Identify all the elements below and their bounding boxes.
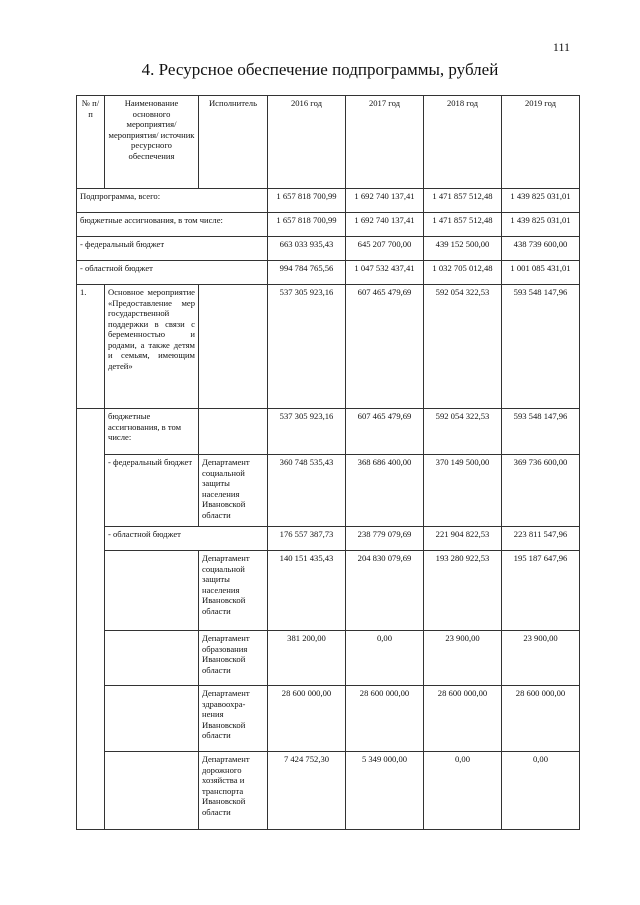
value-2018: 193 280 922,53 [424, 551, 502, 631]
value-2016: 381 200,00 [268, 631, 346, 686]
value-2016: 176 557 387,73 [268, 527, 346, 551]
value-2017: 607 465 479,69 [346, 409, 424, 455]
item-number: 1. [77, 285, 105, 409]
header-name: Наименование основного мероприятия/ мероприятия/ источник ресурсного обеспечения [105, 96, 199, 189]
value-2018: 1 471 857 512,48 [424, 189, 502, 213]
value-2018: 439 152 500,00 [424, 237, 502, 261]
value-2019: 593 548 147,96 [502, 285, 580, 409]
item-executor [199, 285, 268, 409]
header-2019: 2019 год [502, 96, 580, 189]
value-2017: 238 779 079,69 [346, 527, 424, 551]
value-2017: 5 349 000,00 [346, 752, 424, 830]
table-row [77, 409, 580, 455]
value-2016: 1 657 818 700,99 [268, 213, 346, 237]
value-2017: 368 686 400,00 [346, 455, 424, 527]
table-row [77, 213, 580, 237]
row-label [105, 686, 199, 752]
table-row [77, 752, 580, 830]
value-2017: 1 692 740 137,41 [346, 189, 424, 213]
table-row [77, 686, 580, 752]
value-2016: 28 600 000,00 [268, 686, 346, 752]
value-2018: 1 471 857 512,48 [424, 213, 502, 237]
value-2019: 195 187 647,96 [502, 551, 580, 631]
value-2019: 223 811 547,96 [502, 527, 580, 551]
value-2019: 438 739 600,00 [502, 237, 580, 261]
value-2019: 23 900,00 [502, 631, 580, 686]
row-executor: Департамент социальной защиты населения Ивановской области [199, 551, 268, 631]
value-2016: 7 424 752,30 [268, 752, 346, 830]
row-executor [199, 409, 268, 455]
row-label: Подпрограмма, всего: [77, 189, 268, 213]
row-label: - федеральный бюджет [105, 455, 199, 527]
value-2018: 592 054 322,53 [424, 409, 502, 455]
header-executor: Исполнитель [199, 96, 268, 189]
row-label: бюджетные ассигнования, в том числе: [105, 409, 199, 455]
header-2017: 2017 год [346, 96, 424, 189]
row-label: бюджетные ассигнования, в том числе: [77, 213, 268, 237]
resource-table [76, 95, 580, 830]
value-2016: 994 784 765,56 [268, 261, 346, 285]
page-title: 4. Ресурсное обеспечение подпрограммы, рублей [141, 60, 499, 79]
value-2019: 369 736 600,00 [502, 455, 580, 527]
value-2019: 1 001 085 431,01 [502, 261, 580, 285]
value-2016: 360 748 535,43 [268, 455, 346, 527]
value-2017: 1 047 532 437,41 [346, 261, 424, 285]
table-row [77, 631, 580, 686]
table-row [77, 455, 580, 527]
value-2018: 221 904 822,53 [424, 527, 502, 551]
value-2018: 23 900,00 [424, 631, 502, 686]
value-2016: 537 305 923,16 [268, 285, 346, 409]
value-2016: 1 657 818 700,99 [268, 189, 346, 213]
table-header-row [77, 96, 580, 189]
value-2017: 0,00 [346, 631, 424, 686]
value-2016: 537 305 923,16 [268, 409, 346, 455]
table-row [77, 189, 580, 213]
value-2017: 204 830 079,69 [346, 551, 424, 631]
row-executor: Департамент социальной защиты населения Ивановской области [199, 455, 268, 527]
value-2019: 1 439 825 031,01 [502, 189, 580, 213]
header-num: № п/п [77, 96, 105, 189]
empty-cell [77, 409, 105, 830]
row-label: - федеральный бюджет [77, 237, 268, 261]
row-label [105, 631, 199, 686]
table-row [77, 237, 580, 261]
value-2019: 28 600 000,00 [502, 686, 580, 752]
row-label [105, 752, 199, 830]
value-2017: 645 207 700,00 [346, 237, 424, 261]
row-executor: Департамент здравоохра-нения Ивановской области [199, 686, 268, 752]
value-2017: 1 692 740 137,41 [346, 213, 424, 237]
value-2019: 1 439 825 031,01 [502, 213, 580, 237]
item-name: Основное мероприятие «Предоставление мер государственной поддержки в связи с беременностью и родами, а также детям и семьям, имеющим детей» [105, 285, 199, 409]
value-2018: 28 600 000,00 [424, 686, 502, 752]
value-2017: 28 600 000,00 [346, 686, 424, 752]
value-2018: 1 032 705 012,48 [424, 261, 502, 285]
row-label: - областной бюджет [77, 261, 268, 285]
value-2016: 140 151 435,43 [268, 551, 346, 631]
row-label: - областной бюджет [105, 527, 268, 551]
header-2018: 2018 год [424, 96, 502, 189]
row-executor: Департамент дорожного хозяйства и транспорта Ивановской области [199, 752, 268, 830]
value-2016: 663 033 935,43 [268, 237, 346, 261]
value-2019: 593 548 147,96 [502, 409, 580, 455]
value-2018: 370 149 500,00 [424, 455, 502, 527]
table-row [77, 261, 580, 285]
row-label [105, 551, 199, 631]
page-number: 111 [552, 40, 570, 54]
header-2016: 2016 год [268, 96, 346, 189]
table-row [77, 551, 580, 631]
value-2017: 607 465 479,69 [346, 285, 424, 409]
table-row [77, 527, 580, 551]
value-2019: 0,00 [502, 752, 580, 830]
table-row [77, 285, 580, 409]
row-executor: Департамент образования Ивановской области [199, 631, 268, 686]
value-2018: 0,00 [424, 752, 502, 830]
value-2018: 592 054 322,53 [424, 285, 502, 409]
